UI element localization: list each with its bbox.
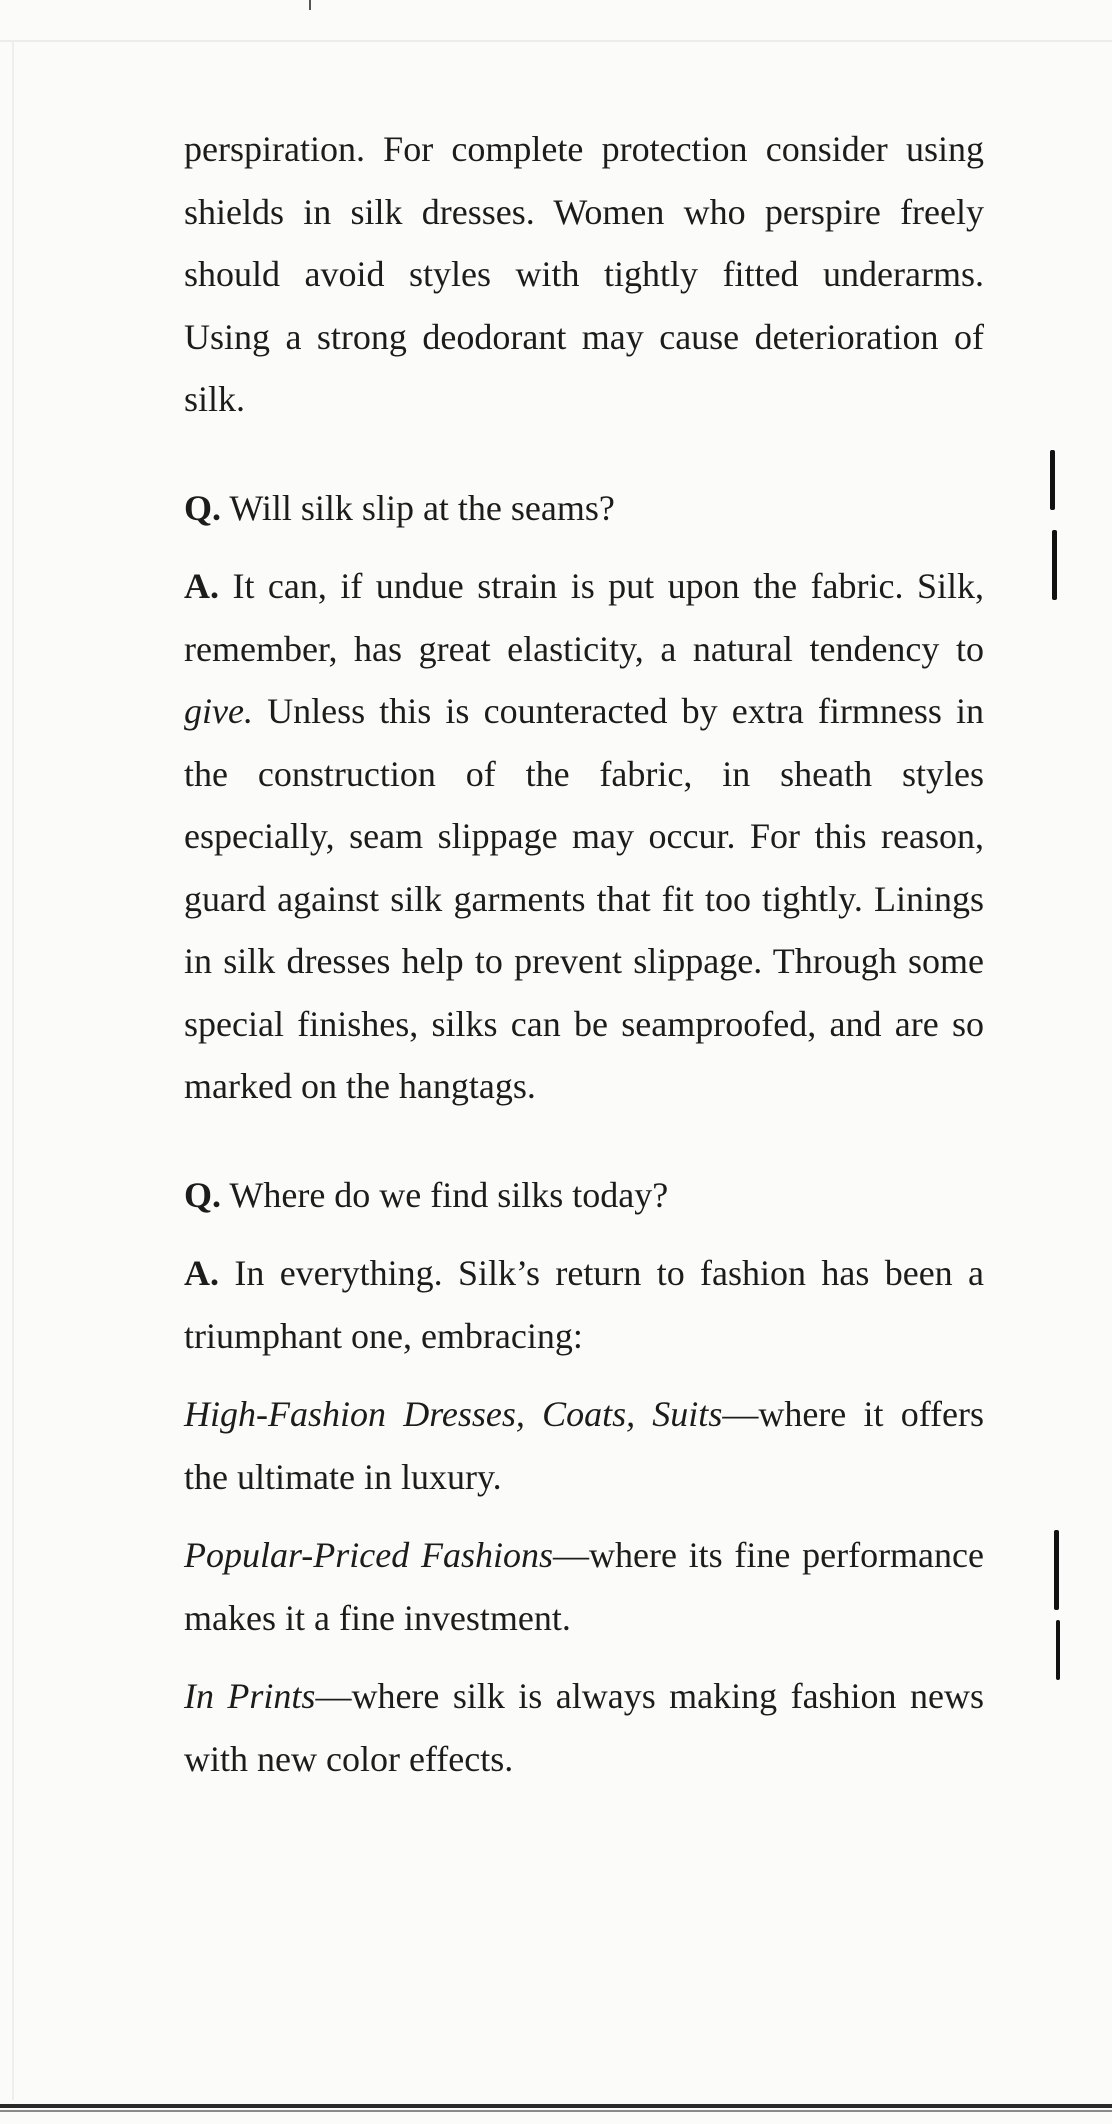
- margin-mark: [1050, 450, 1055, 510]
- opening-paragraph: perspiration. For complete protection consider using shields in silk dresses. Women who perspire freely should avoid styles with tightly fitted underarms. Using a strong deodorant may cause deterioration of silk.: [184, 129, 984, 419]
- answer-text: In everything. Silk’s return to fashion has been a triumphant one, embracing:: [184, 1253, 985, 1356]
- question-label: Q.: [184, 1174, 222, 1215]
- answer-emphasis: give.: [184, 691, 253, 731]
- question-label: Q.: [184, 487, 222, 528]
- use-title: In Prints: [184, 1676, 316, 1716]
- answer-2: [184, 1242, 984, 1367]
- use-item-3: [184, 1665, 984, 1790]
- page-bottom-edge-shadow: [0, 2110, 1112, 2112]
- margin-mark: [1054, 1530, 1059, 1610]
- answer-label: A.: [184, 566, 219, 606]
- use-text: —where it offers the ultimate in luxury.: [184, 1394, 985, 1497]
- use-text: —where silk is always making fashion news with new color effects.: [184, 1676, 984, 1779]
- page-content: [184, 118, 984, 1790]
- question-text: Where do we find silks today?: [229, 1174, 669, 1215]
- margin-mark: [1052, 530, 1057, 600]
- page-bottom-edge: [0, 2104, 1112, 2108]
- use-item-1: [184, 1383, 984, 1508]
- use-text: —where its fine performance makes it a fine investment.: [184, 1535, 984, 1638]
- question-1: [184, 477, 984, 540]
- margin-mark: [1056, 1620, 1060, 1680]
- question-2: [184, 1164, 984, 1227]
- answer-label: A.: [184, 1253, 219, 1293]
- scan-mark-top: [309, 0, 311, 10]
- answer-text: It can, if undue strain is put upon the fabric. Silk, remember, has great elasticity, a natural tendency to: [184, 566, 984, 669]
- answer-text-continued: Unless this is counteracted by extra firmness in the construction of the fabric, in sheath styles especially, seam slippage may occur. For this reason, guard against silk garments that fit too tightly. Linings in silk dresses help to prevent slippage. Through some special finishes, silks can be seamproofed, and are so marked on the hangtags.: [184, 691, 984, 1106]
- use-title: High-Fashion Dresses, Coats, Suits: [184, 1394, 723, 1434]
- use-item-2: [184, 1524, 984, 1649]
- answer-1: [184, 555, 984, 1118]
- page-edge-top: [0, 40, 1112, 42]
- question-text: Will silk slip at the seams?: [229, 487, 615, 528]
- page-edge-left: [12, 40, 14, 2100]
- use-title: Popular-Priced Fashions: [184, 1535, 553, 1575]
